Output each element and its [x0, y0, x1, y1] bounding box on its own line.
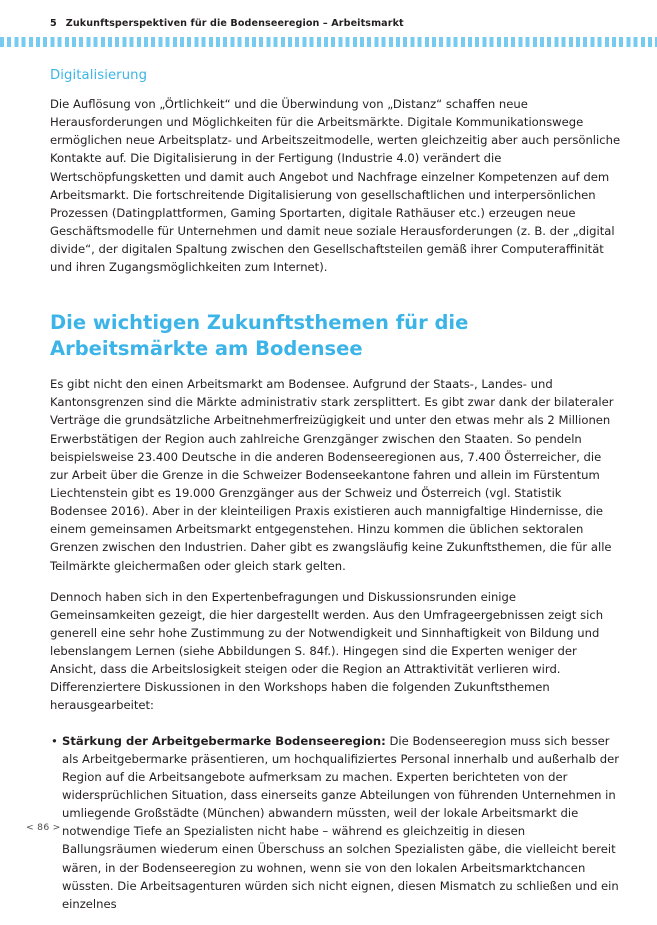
paragraph-digitalisierung: Die Auflösung von „Örtlichkeit“ und die Überwindung von „Distanz“ schaffen neue Herausforderungen und Möglichkeiten für die Arbeitsmärkte. Digitale Kommunikationswege ermöglichen neue Arbeitsplatz- und Arbeitszeitmodelle, werten gleichzeitig aber auch persönliche Kontakte auf. Die Digitalisierung in der Fertigung (Industrie 4.0) verändert die Wertschöpfungsketten und damit auch Angebot und Nachfrage einzelner Kompetenzen auf dem Arbeitsmarkt. Die fortschreitende Digitalisierung von gesellschaftlichen und interpersönlichen Prozessen (Datingplattformen, Gaming Sportarten, digitale Rathäuser etc.) erzeugen neue Geschäftsmodelle für Unternehmen und damit neue soziale Herausforderungen (z. B. der „digital divide“, der digitalen Spaltung zwischen den Gesellschaftsteilen gemäß ihrer Computeraffinität und ihren Zugangsmöglichkeiten zum Internet).	[50, 97, 621, 275]
page-content	[50, 68, 622, 925]
running-header-chapter-number: 5	[50, 18, 57, 29]
page-number: 86	[37, 822, 50, 833]
dashed-divider-rule	[0, 37, 657, 47]
running-header-title: Zukunftsperspektiven für die Bodenseeregion – Arbeitsmarkt	[65, 18, 404, 29]
bullet-point-icon: •	[51, 733, 58, 748]
subsection-heading-digitalisierung: Digitalisierung	[50, 68, 148, 83]
paragraph-gemeinsamkeiten: Dennoch haben sich in den Expertenbefragungen und Diskussionsrunden einige Gemeinsamkeiten gezeigt, die hier dargestellt werden. Aus den Umfrageergebnissen zeigt sich generell eine sehr hohe Zustimmung zu der Notwendigkeit und Sinnhaftigkeit von Bildung und lebenslangem Lernen (siehe Abbildungen S. 84f.). Hingegen sind die Experten weniger der Ansicht, dass die Arbeitslosigkeit steigen oder die Region an Attraktivität verlieren wird. Differenziertere Diskussionen in den Workshops haben die folgenden Zukunftsthemen herausgearbeitet:	[50, 589, 604, 713]
zukunftsthemen-bullet-list	[50, 732, 622, 913]
page-footer	[26, 822, 61, 833]
next-page-arrow-icon[interactable]: >	[52, 822, 61, 833]
list-item	[50, 732, 622, 913]
list-item-body: Die Bodenseeregion muss sich besser als Arbeitgebermarke präsentieren, um hochqualifiziertes Personal innerhalb und außerhalb der Region auf die Arbeitsangebote aufmerksam zu machen. Experten berichteten von der widersprüchlichen Situation, dass einerseits ganze Abteilungen von führenden Unternehmen in umliegende Großstädte (München) abwandern müssten, weil der lokale Arbeitsmarkt die notwendige Tiefe an Spezialisten nicht habe – während es gleichzeitig in diesen Ballungsräumen wiederum einen Überschuss an solchen Spezialisten gäbe, die vielleicht bereit wären, in der Bodenseeregion zu wohnen, wenn sie von den lokalen Arbeitsmarktchancen wüssten. Die Arbeitsagenturen würden sich nicht eignen, diesen Mismatch zu schließen und ein einzelnes	[62, 733, 619, 911]
paragraph-markt-fragmentierung: Es gibt nicht den einen Arbeitsmarkt am Bodensee. Aufgrund der Staats-, Landes- und Kantonsgrenzen sind die Märkte administrativ stark zersplittert. Es gibt zwar dank der bilateraler Verträge die grundsätzliche Arbeitnehmerfreizügigkeit und unter den etwas mehr als 2 Millionen Erwerbstätigen der Region auch zahlreiche Grenzgänger zwischen den Staaten. So pendeln beispielsweise 23.400 Deutsche in die anderen Bodenseeregionen aus, 7.400 Österreicher, die zur Arbeit über die Grenze in die Schweizer Bodenseekantone fahren und allein im Fürstentum Liechtenstein gibt es 19.000 Grenzgänger aus der Schweiz und Österreich (vgl. Statistik Bodensee 2016). Aber in der kleinteiligen Praxis existieren auch mannigfaltige Hindernisse, die einem gemeinsamen Arbeitsmarkt entgegenstehen. Hinzu kommen die üblichen sektoralen Grenzen zwischen den Industrien. Daher gibt es zwangsläufig keine Zukunftsthemen, die für alle Teilmärkte gleichermaßen oder gleich stark gelten.	[50, 377, 614, 573]
list-item-lead-in: Stärkung der Arbeitgebermarke Bodenseeregion:	[62, 733, 386, 748]
section-heading-zukunftsthemen: Die wichtigen Zukunftsthemen für die Arbeitsmärkte am Bodensee	[50, 311, 469, 360]
previous-page-arrow-icon[interactable]: <	[26, 822, 35, 833]
running-header	[50, 18, 404, 29]
